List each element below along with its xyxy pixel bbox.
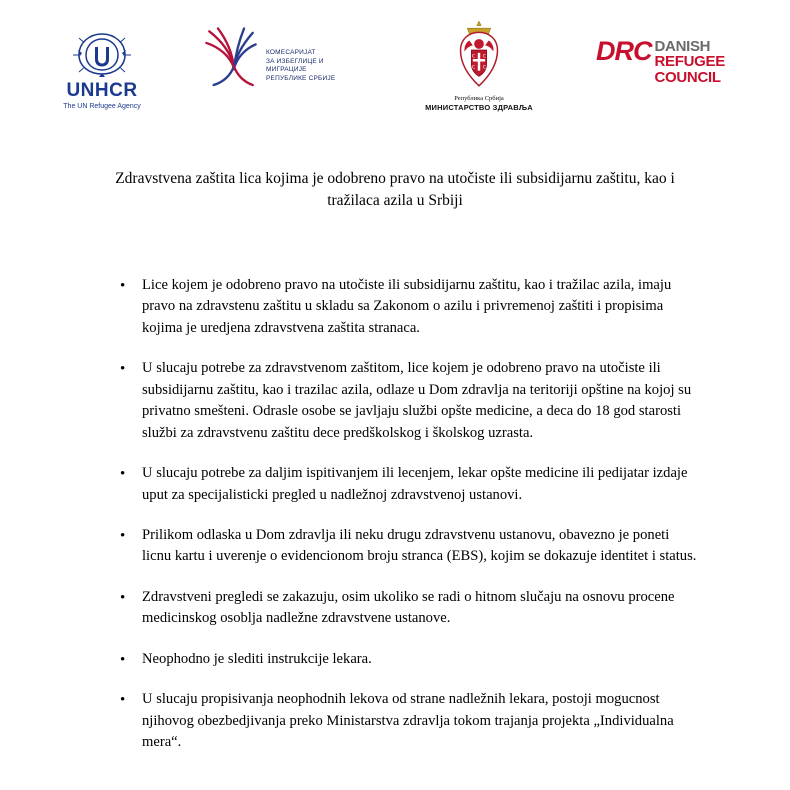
list-item [112,525,702,568]
komesarijat-line1: КОМЕСАРИЈАТ [266,48,316,56]
list-item [112,587,702,630]
list-item [112,689,702,753]
list-item-text: Lice kojem je odobreno pravo na utočiste ili subsidijarnu zaštitu, kao i tražilac azila, imaju pravo na zdravstenu zaštitu u skladu sa Zakonom o azilu i privremenoj zaštiti i propisima kojima je uredjena zdravstvena zaštita stranaca. [142,277,672,336]
drc-monogram: DRC [596,36,652,66]
drc-word-council: COUNCIL [654,68,721,86]
bullet-icon: • [120,361,126,378]
list-item-text: U slucaju potrebe za daljim ispitivanjem ili lecenjem, lekar opšte medicine ili pedijatar izdaje uput za specijalisticki pregled u nadležnoj zdravstvenoj ustanovi. [142,465,688,503]
list-item-text: Zdravstveni pregledi se zakazuju, osim ukoliko se radi o hitnom slučaju na osnovu procene medicinskog osoblja nadležne zdravstvene ustanove. [142,588,675,627]
bullet-icon: • [120,278,126,294]
logo-header-row [0,20,790,130]
komesarijat-text [266,49,362,88]
komesarijat-emblem-icon [202,24,260,88]
list-item [112,463,702,506]
bullet-icon: • [120,692,126,709]
unhcr-emblem-icon [67,30,137,78]
list-item-text: Neophodno je slediti instrukcije lekara. [142,650,372,667]
list-item [112,358,702,444]
bullet-icon: • [120,466,126,483]
ministarstvo-line1: Република Србија [454,95,504,102]
svg-text:C: C [471,65,476,71]
unhcr-tagline: The UN Refugee Agency [63,103,141,110]
logo-unhcr [54,20,150,110]
svg-text:C: C [482,54,487,60]
svg-text:C: C [471,54,476,60]
ministarstvo-line2: МИНИСТАРСТВО ЗДРАВЉА [425,103,533,112]
drc-wordmark [655,38,725,85]
list-item-text: U slucaju potrebe za zdravstvenom zaštitom, lice kojem je odobreno pravo na utočiste ili subsidijarnu zaštitu, kao i trazilac azila, odlaze u Dom zdravlja na teritoriji opštine na kojoj su privatno smešteni. Odrasle osobe se javljaju službi opšte medicine, a deca do 18 god starosti službi za zdravstvenu zaštitu dece predškolskog i školskog uzrasta. [142,360,692,441]
content-bullet-list [112,275,702,772]
list-item-text: U slucaju propisivanja neophodnih lekova od strane nadležnih lekara, postoji mogucnost njihovog obezbedjivanja preko Ministarstva zdravlja tokom trajanja projekta „Individualna mera“. [142,691,674,750]
bullet-icon: • [120,651,126,668]
svg-text:C: C [482,65,487,71]
list-item [112,275,702,339]
bullet-icon: • [120,589,126,606]
logo-drc [596,20,736,85]
drc-word-refugee: REFUGEE [654,53,725,71]
unhcr-wordmark: UNHCR [66,80,138,101]
bullet-icon: • [120,527,126,544]
page-title: Zdravstvena zaštita lica kojima je odobreno pravo na utočiste ili subsidijarnu zaštitu, kao i tražilaca azila u Srbiji [115,170,675,210]
komesarijat-line3: РЕПУБЛИКЕ СРБИЈЕ [266,75,336,83]
serbia-coat-of-arms-icon [448,20,510,94]
list-item [112,649,702,670]
logo-ministarstvo-zdravlja [414,20,544,112]
drc-word-danish: DANISH [654,38,711,55]
list-item-text: Prilikom odlaska u Dom zdravlja ili neku drugu zdravstvenu ustanovu, obavezno je poneti licnu kartu i uverenje o evidencionom broju stranca (EBS), kojim se dokazuje identitet i status. [142,526,697,565]
logo-komesarijat [202,20,362,88]
komesarijat-line2: ЗА ИЗБЕГЛИЦЕ И МИГРАЦИЈЕ [266,57,324,74]
